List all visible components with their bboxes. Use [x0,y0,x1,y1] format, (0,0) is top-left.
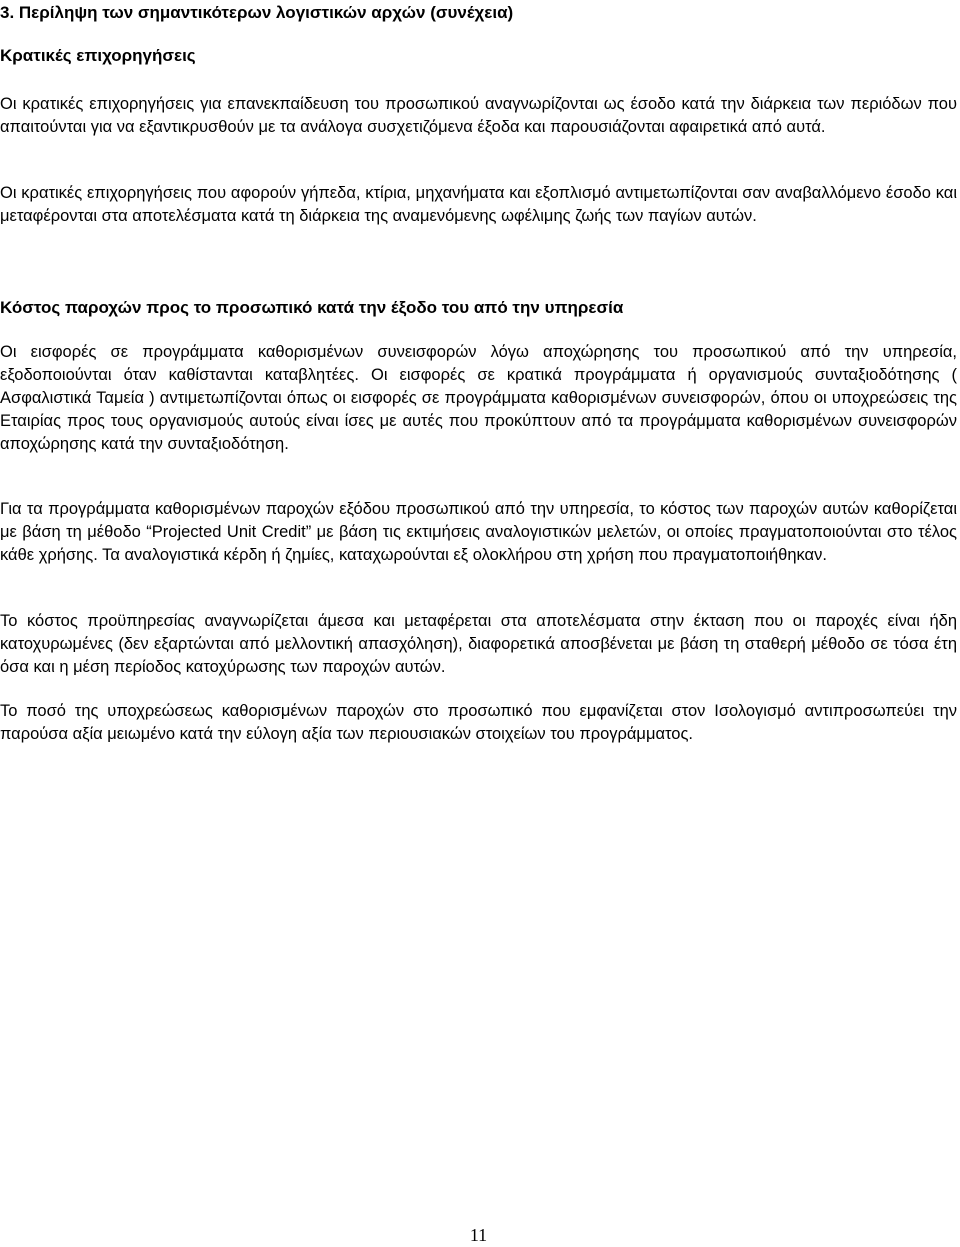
paragraph-defined-benefit: Για τα προγράμματα καθορισμένων παροχών εξόδου προσωπικού από την υπηρεσία, το κόστος των παροχών αυτών καθορίζεται με βάση τη μέθοδο “Projected Unit Credit” με βάση τις εκτιμήσεις αναλογιστικών μελετών, οι οποίες πραγματοποιούνται στο τέλος κάθε χρήσης. Τα αναλογιστικά κέρδη ή ζημίες, καταχωρούνται εξ ολοκλήρου στη χρήση που πραγματοποιήθηκαν. [0,500,957,564]
paragraph-obligation-amount: Το ποσό της υποχρεώσεως καθορισμένων παροχών στο προσωπικό που εμφανίζεται στον Ισολογισμό αντιπροσωπεύει την παρούσα αξία μειωμένο κατά την εύλογη αξία των περιουσιακών στοιχείων του προγράμματος. [0,702,957,743]
paragraph-past-service-cost: Το κόστος προϋπηρεσίας αναγνωρίζεται άμεσα και μεταφέρεται στα αποτελέσματα στην έκταση που οι παροχές είναι ήδη κατοχυρωμένες (δεν εξαρτώνται από μελλοντική απασχόληση), διαφορετικά αποσβένεται με βάση τη σταθερή μέθοδο σε τόσα έτη όσα και η μέση περίοδος κατοχύρωσης των παροχών αυτών. [0,612,957,676]
subsection-title-government-grants: Κρατικές επιχορηγήσεις [0,46,196,65]
paragraph-grants-retraining: Οι κρατικές επιχορηγήσεις για επανεκπαίδευση του προσωπικού αναγνωρίζονται ως έσοδο κατά την διάρκεια των περιόδων που απαιτούνται για να εξαντικρυσθούν με τα ανάλογα συσχετιζόμενα έξοδα και παρουσιάζονται αφαιρετικά από αυτά. [0,95,957,136]
paragraph-grants-fixed-assets: Οι κρατικές επιχορηγήσεις που αφορούν γήπεδα, κτίρια, μηχανήματα και εξοπλισμό αντιμετωπίζονται σαν αναβαλλόμενο έσοδο και μεταφέρονται στα αποτελέσματα κατά τη διάρκεια της αναμενόμενης ωφέλιμης ζωής των παγίων αυτών. [0,184,957,225]
subsection-title-employee-benefits: Κόστος παροχών προς το προσωπικό κατά την έξοδο του από την υπηρεσία [0,298,624,317]
page-number: 11 [469,1225,488,1245]
paragraph-defined-contribution: Οι εισφορές σε προγράμματα καθορισμένων συνεισφορών λόγω αποχώρησης του προσωπικού από την υπηρεσία, εξοδοποιούνται όταν καθίστανται καταβλητέες. Οι εισφορές σε κρατικά προγράμματα ή οργανισμούς συνταξιοδότησης ( Ασφαλιστικά Ταμεία ) αντιμετωπίζονται όπως οι εισφορές σε προγράμματα καθορισμένων συνεισφορών, όπου οι υποχρεώσεις της Εταιρίας προς τους οργανισμούς αυτούς είναι ίσες με αυτές που προκύπτουν από τα προγράμματα καθορισμένων συνεισφορών αποχώρησης κατά την συνταξιοδότηση. [0,343,957,453]
section-title: 3. Περίληψη των σημαντικότερων λογιστικών αρχών (συνέχεια) [0,3,514,22]
